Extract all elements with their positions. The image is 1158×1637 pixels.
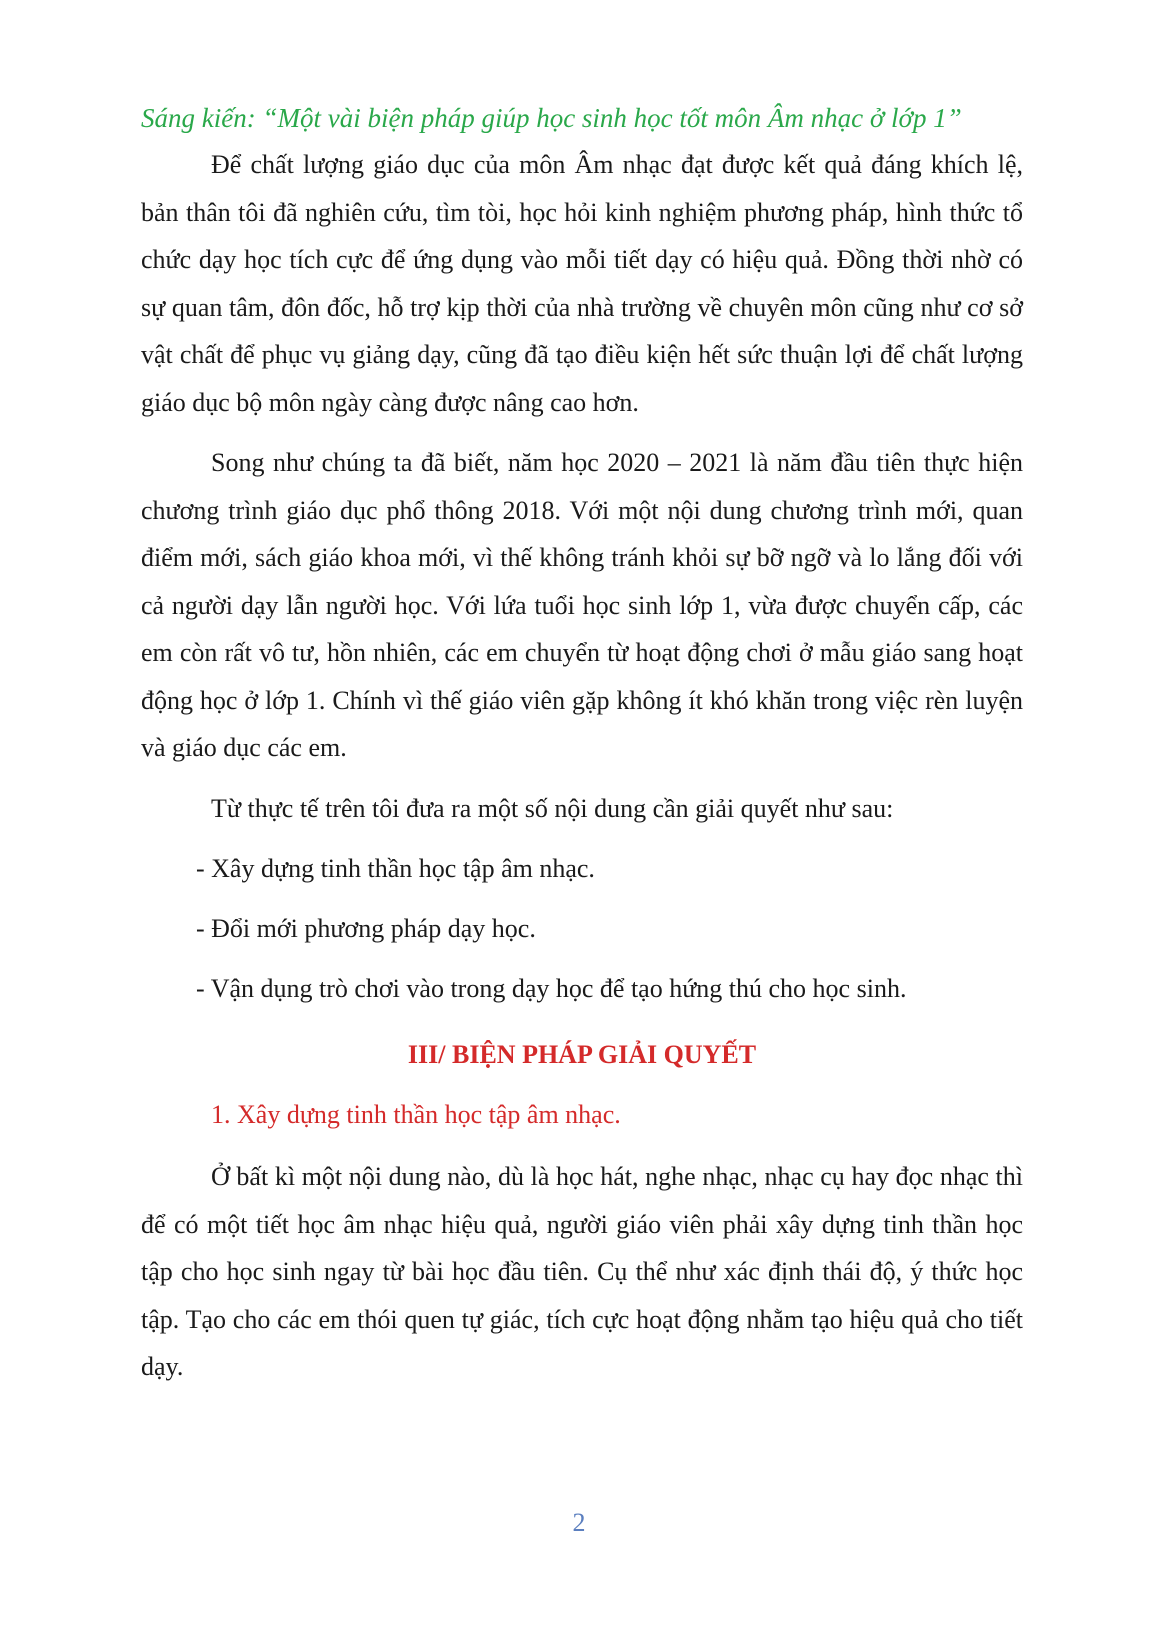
bullet-item: - Xây dựng tinh thần học tập âm nhạc. <box>196 854 595 883</box>
document-body <box>141 95 1023 1391</box>
section-heading: III/ BIỆN PHÁP GIẢI QUYẾT <box>407 1040 757 1069</box>
page-number: 2 <box>572 1508 586 1537</box>
initiative-title: Sáng kiến: “Một vài biện pháp giúp học sinh học tốt môn Âm nhạc ở lớp 1” <box>141 103 962 133</box>
bullet-item: - Vận dụng trò chơi vào trong dạy học để tạo hứng thú cho học sinh. <box>196 974 907 1003</box>
bullet-item: - Đổi mới phương pháp dạy học. <box>196 914 536 943</box>
intro-line: Từ thực tế trên tôi đưa ra một số nội dung cần giải quyết như sau: <box>211 793 894 823</box>
paragraph-spirit: Ở bất kì một nội dung nào, dù là học hát, nghe nhạc, nhạc cụ hay đọc nhạc thì để có một tiết học âm nhạc hiệu quả, người giáo viên phải xây dựng tinh thần học tập cho học sinh ngay từ bài học đầu tiên. Cụ thể như xác định thái độ, ý thức học tập. Tạo cho các em thói quen tự giác, tích cực hoạt động nhằm tạo hiệu quả cho tiết dạy. <box>141 1162 1023 1381</box>
subsection-heading: 1. Xây dựng tinh thần học tập âm nhạc. <box>211 1100 621 1129</box>
paragraph-quality: Để chất lượng giáo dục của môn Âm nhạc đạt được kết quả đáng khích lệ, bản thân tôi đã nghiên cứu, tìm tòi, học hỏi kinh nghiệm phương pháp, hình thức tổ chức dạy học tích cực để ứng dụng vào mỗi tiết dạy có hiệu quả. Đồng thời nhờ có sự quan tâm, đôn đốc, hỗ trợ kịp thời của nhà trường về chuyên môn cũng như cơ sở vật chất để phục vụ giảng dạy, cũng đã tạo điều kiện hết sức thuận lợi để chất lượng giáo dục bộ môn ngày càng được nâng cao hơn. <box>141 150 1023 417</box>
paragraph-context: Song như chúng ta đã biết, năm học 2020 – 2021 là năm đầu tiên thực hiện chương trình giáo dục phổ thông 2018. Với một nội dung chương trình mới, quan điểm mới, sách giáo khoa mới, vì thế không tránh khỏi sự bỡ ngỡ và lo lắng đối với cả người dạy lẫn người học. Với lứa tuổi học sinh lớp 1, vừa được chuyển cấp, các em còn rất vô tư, hồn nhiên, các em chuyển từ hoạt động chơi ở mẫu giáo sang hoạt động học ở lớp 1. Chính vì thế giáo viên gặp không ít khó khăn trong việc rèn luyện và giáo dục các em. <box>141 448 1023 762</box>
